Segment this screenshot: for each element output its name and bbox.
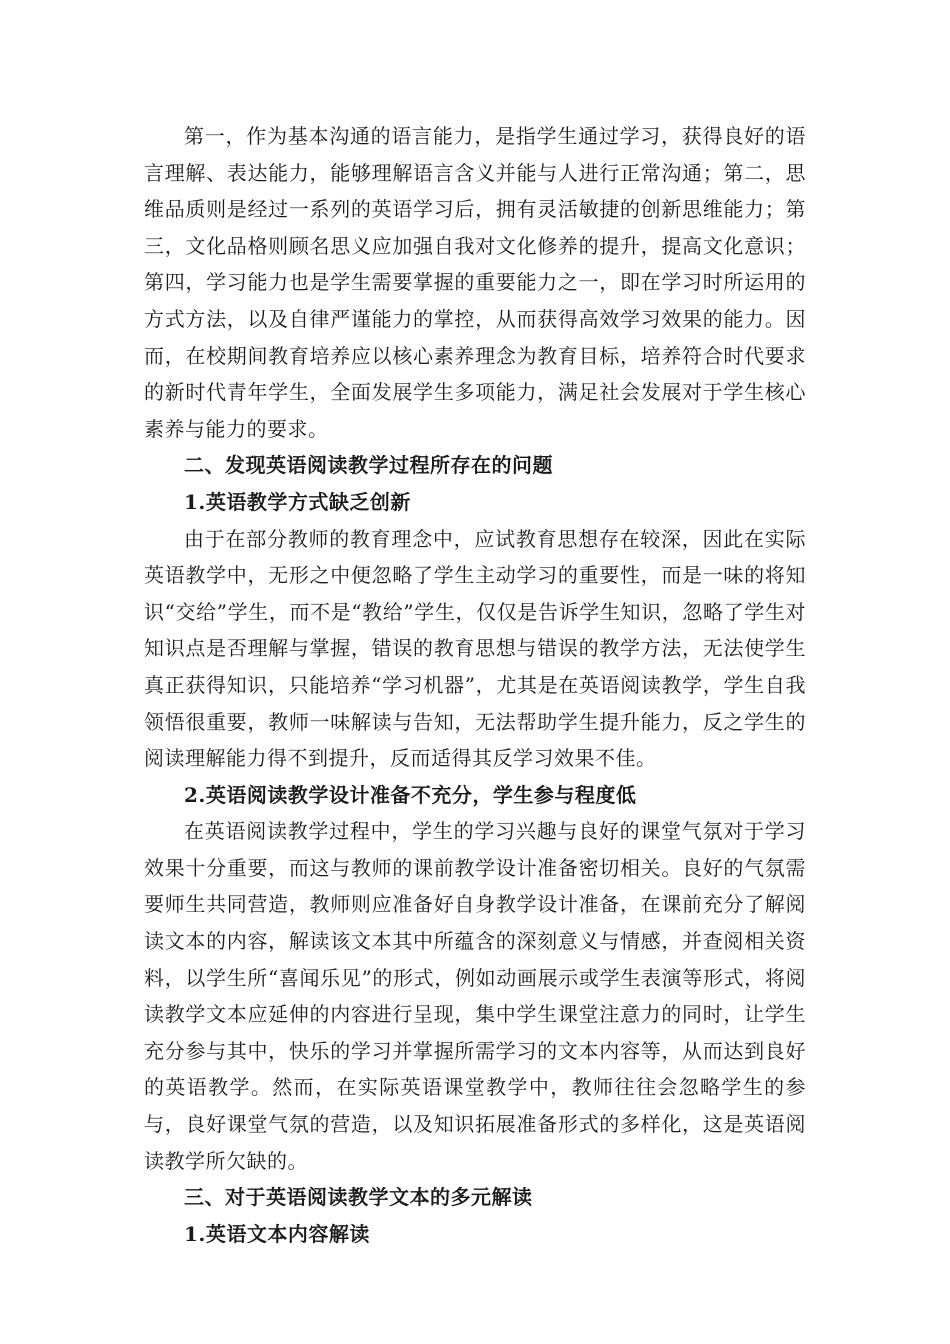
document-body bbox=[144, 118, 806, 1252]
section-heading-interpretation: 三、对于英语阅读教学文本的多元解读 bbox=[184, 1185, 533, 1210]
paragraph-teaching-method: 由于在部分教师的教育理念中，应试教育思想存在较深，因此在实际英语教学中，无形之中便忽略了学生主动学习的重要性，而是一味的将知识“交给”学生，而不是“教给”学生，仅仅是告诉学生知识，忽略了学生对知识点是否理解与掌握，错误的教育思想与错误的教学方法，无法使学生真正获得知识，只能培养“学习机器”，尤其是在英语阅读教学，学生自我领悟很重要，教师一味解读与告知，无法帮助学生提升能力，反之学生的阅读理解能力得不到提升，反而适得其反学习效果不佳。 bbox=[144, 526, 806, 771]
subsection-heading-teaching-method: 1.英语教学方式缺乏创新 bbox=[184, 489, 411, 514]
subsection-heading-design-preparation: 2.英语阅读教学设计准备不充分，学生参与程度低 bbox=[184, 782, 637, 807]
paragraph-core-literacy: 第一，作为基本沟通的语言能力，是指学生通过学习，获得良好的语言理解、表达能力，能够理解语言含义并能与人进行正常沟通；第二，思维品质则是经过一系列的英语学习后，拥有灵活敏捷的创新思维能力；第三，文化品格则顾名思义应加强自我对文化修养的提升，提高文化意识；第四，学习能力也是学生需要掌握的重要能力之一，即在学习时所运用的方式方法，以及自律严谨能力的掌控，从而获得高效学习效果的能力。因而，在校期间教育培养应以核心素养理念为教育目标，培养符合时代要求的新时代青年学生，全面发展学生多项能力，满足社会发展对于学生核心素养与能力的要求。 bbox=[144, 124, 806, 441]
paragraph-design-preparation: 在英语阅读教学过程中，学生的学习兴趣与良好的课堂气氛对于学习效果十分重要，而这与教师的课前教学设计准备密切相关。良好的气氛需要师生共同营造，教师则应准备好自身教学设计准备，在课前充分了解阅读文本的内容，解读该文本其中所蕴含的深刻意义与情感，并查阅相关资料，以学生所“喜闻乐见”的形式，例如动画展示或学生表演等形式，将阅读教学文本应延伸的内容进行呈现，集中学生课堂注意力的同时，让学生充分参与其中，快乐的学习并掌握所需学习的文本内容等，从而达到良好的英语教学。然而，在实际英语课堂教学中，教师往往会忽略学生的参与，良好课堂气氛的营造，以及知识拓展准备形式的多样化，这是英语阅读教学所欠缺的。 bbox=[144, 819, 806, 1173]
section-heading-problems: 二、发现英语阅读教学过程所存在的问题 bbox=[184, 453, 553, 478]
subsection-heading-content-interpretation: 1.英语文本内容解读 bbox=[184, 1221, 370, 1246]
